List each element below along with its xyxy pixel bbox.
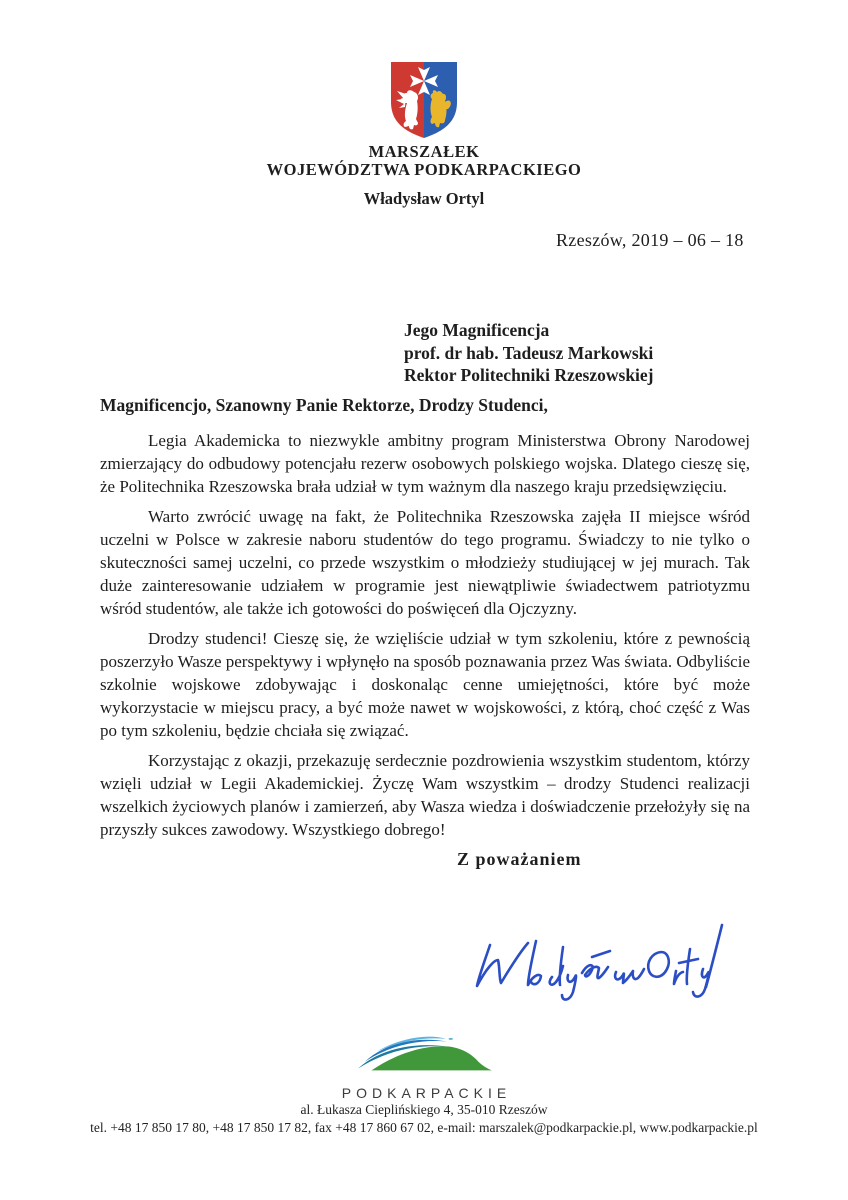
salutation: Magnificencjo, Szanowny Panie Rektorze, Drodzy Studenci, <box>100 395 548 415</box>
letter-body <box>100 395 750 847</box>
footer-contact: tel. +48 17 850 17 80, +48 17 850 17 82, fax +48 17 860 67 02, e-mail: marszalek@podkarpackie.pl, www.podkarpackie.pl <box>90 1120 758 1135</box>
paragraph-3: Drodzy studenci! Cieszę się, że wzięliście udział w tym szkoleniu, które z pewnością poszerzyło Wasze perspektywy i wpłynęło na sposób poznawania przez Was świata. Odbyliście szkolnie wojskowe zdobywając i doskonaląc cenne umiejętności, które być może wykorzystacie w miejscu pracy, a być może nawet w wojskowości, z którą, choć część z Was po tym szkoleniu, będzie chciała się związać. <box>100 628 751 741</box>
podkarpackie-logo-icon <box>349 1036 499 1078</box>
recipient-name: prof. dr hab. Tadeusz Markowski <box>404 342 654 363</box>
footer-address: al. Łukasza Cieplińskiego 4, 35-010 Rzeszów <box>300 1102 548 1117</box>
podkarpackie-coat-of-arms-icon <box>388 60 460 140</box>
recipient-title: Rektor Politechniki Rzeszowskiej <box>404 365 654 385</box>
org-name-line1: MARSZAŁEK <box>368 142 480 161</box>
recipient-block <box>404 319 654 387</box>
signatory-name: Władysław Ortyl <box>363 189 485 208</box>
paragraph-1: Legia Akademicka to niezwykle ambitny program Ministerstwa Obrony Narodowej zmierzający do odbudowy potencjału rezerw osobowych polskiego wojska. Dlatego cieszę się, że Politechnika Rzeszowska brała udział w tym ważnym dla naszego kraju przedsięwzięciu. <box>100 431 750 497</box>
paragraph-4: Korzystając z okazji, przekazuję serdecznie pozdrowienia wszystkim studentom, którzy wzięli udział w Legii Akademickiej. Życzę Wam wszystkim – drodzy Studenci realizacji wszelkich życiowych planów i zamierzeń, aby Wasza wiedza i doświadczenie przełożyły się na przyszły sukces zawodowy. Wszystkiego dobrego! <box>100 750 750 840</box>
handwritten-signature <box>448 916 778 1016</box>
logo-wordmark: PODKARPACKIE <box>341 1085 512 1101</box>
recipient-honorific: Jego Magnificencja <box>404 320 550 340</box>
org-name-line2: WOJEWÓDZTWA PODKARPACKIEGO <box>266 160 582 179</box>
paragraph-2: Warto zwrócić uwagę na fakt, że Politechnika Rzeszowska zajęła II miejsce wśród uczelni w Polsce w zakresie naboru studentów do tego programu. Świadczy to nie tylko o skuteczności samej uczelni, co przede wszystkim o młodzieży studiującej w jej murach. Tak duże zainteresowanie udziałem w programie jest niewątpliwie świadectwem patriotyzmu wśród studentów, ale także ich gotowości do poświęceń dla Ojczyzny. <box>100 506 750 619</box>
place-and-date: Rzeszów, 2019 – 06 – 18 <box>556 230 744 250</box>
letterhead <box>0 143 848 209</box>
podkarpackie-logo <box>329 1036 519 1101</box>
closing-phrase: Z poważaniem <box>457 849 582 869</box>
footer-contact-block <box>0 1101 848 1137</box>
